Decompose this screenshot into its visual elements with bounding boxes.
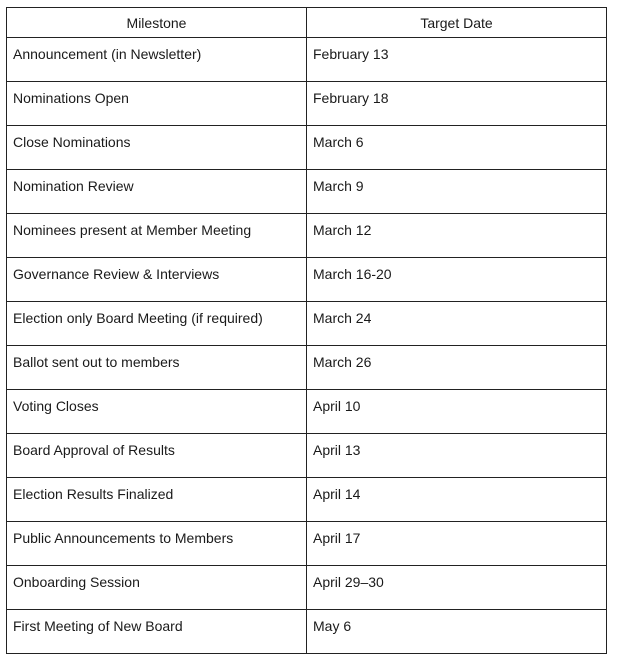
table-header-row: [7, 8, 607, 38]
table-row: [7, 610, 607, 654]
target-date-cell: April 29–30: [307, 566, 607, 610]
milestone-cell: Board Approval of Results: [7, 434, 307, 478]
table-row: [7, 478, 607, 522]
target-date-cell: April 14: [307, 478, 607, 522]
target-date-cell: March 24: [307, 302, 607, 346]
target-date-cell: February 13: [307, 38, 607, 82]
table-row: [7, 434, 607, 478]
milestone-cell: Nomination Review: [7, 170, 307, 214]
milestone-schedule-table: [6, 7, 607, 654]
milestone-cell: Governance Review & Interviews: [7, 258, 307, 302]
target-date-column-header: Target Date: [307, 8, 607, 38]
target-date-cell: May 6: [307, 610, 607, 654]
table-row: [7, 566, 607, 610]
table-row: [7, 38, 607, 82]
milestone-cell: Election only Board Meeting (if required): [7, 302, 307, 346]
target-date-cell: March 12: [307, 214, 607, 258]
milestone-cell: Ballot sent out to members: [7, 346, 307, 390]
target-date-cell: February 18: [307, 82, 607, 126]
milestone-cell: Announcement (in Newsletter): [7, 38, 307, 82]
table-row: [7, 390, 607, 434]
table-row: [7, 346, 607, 390]
table-row: [7, 126, 607, 170]
milestone-cell: Close Nominations: [7, 126, 307, 170]
milestone-cell: Voting Closes: [7, 390, 307, 434]
target-date-cell: April 13: [307, 434, 607, 478]
milestone-cell: Election Results Finalized: [7, 478, 307, 522]
table-row: [7, 258, 607, 302]
milestone-cell: Public Announcements to Members: [7, 522, 307, 566]
target-date-cell: March 16-20: [307, 258, 607, 302]
table-row: [7, 214, 607, 258]
milestone-column-header: Milestone: [7, 8, 307, 38]
target-date-cell: March 9: [307, 170, 607, 214]
table-row: [7, 522, 607, 566]
target-date-cell: April 17: [307, 522, 607, 566]
target-date-cell: April 10: [307, 390, 607, 434]
target-date-cell: March 26: [307, 346, 607, 390]
target-date-cell: March 6: [307, 126, 607, 170]
table-row: [7, 170, 607, 214]
milestone-cell: Nominees present at Member Meeting: [7, 214, 307, 258]
table-row: [7, 302, 607, 346]
milestone-cell: First Meeting of New Board: [7, 610, 307, 654]
table-row: [7, 82, 607, 126]
milestone-cell: Nominations Open: [7, 82, 307, 126]
milestone-cell: Onboarding Session: [7, 566, 307, 610]
